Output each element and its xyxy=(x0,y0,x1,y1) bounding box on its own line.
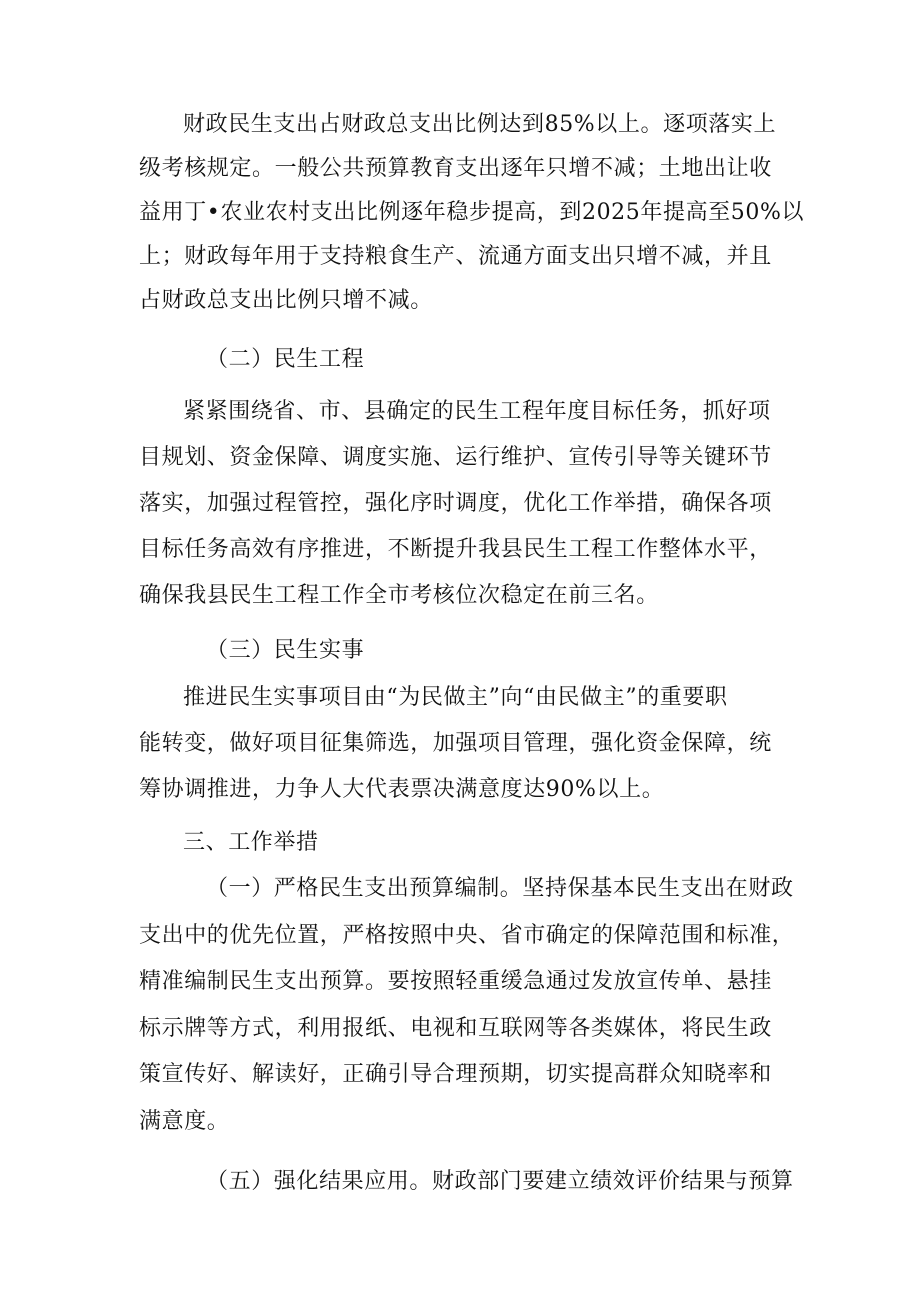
section-heading-work-measures: 三、工作举措 xyxy=(183,830,319,855)
paragraph-line: 支出中的优先位置，严格按照中央、省市确定的保障范围和标准， xyxy=(139,923,795,948)
paragraph-line: 落实，加强过程管控，强化序时调度，优化工作举措，确保各项 xyxy=(139,491,772,516)
paragraph-line: 占财政总支出比例只增不减。 xyxy=(139,288,433,313)
section-heading-livelihood-projects: （二）民生工程 xyxy=(206,347,365,372)
paragraph-line: （五）强化结果应用。财政部门要建立绩效评价结果与预算 xyxy=(206,1169,794,1194)
paragraph-line: 紧紧围绕省、市、县确定的民生工程年度目标任务，抓好项 xyxy=(183,399,771,424)
paragraph-line: 能转变，做好项目征集筛选，加强项目管理，强化资金保障，统 xyxy=(139,731,772,756)
section-heading-livelihood-affairs: （三）民生实事 xyxy=(206,638,365,663)
paragraph-line: 标示牌等方式，利用报纸、电视和互联网等各类媒体，将民生政 xyxy=(139,1016,772,1041)
paragraph-line: 推进民生实事项目由“为民做主”向“由民做主”的重要职 xyxy=(183,685,728,710)
paragraph-line: 确保我县民生工程工作全市考核位次稳定在前三名。 xyxy=(139,583,659,608)
paragraph-line: 级考核规定。一般公共预算教育支出逐年只增不减；土地出让收 xyxy=(139,156,772,181)
paragraph-line: 筹协调推进，力争人大代表票决满意度达90%以上。 xyxy=(139,777,665,802)
paragraph-line: 上；财政每年用于支持粮食生产、流通方面支出只增不减，并且 xyxy=(139,244,772,269)
paragraph-line: 精准编制民生支出预算。要按照轻重缓急通过发放宣传单、悬挂 xyxy=(139,969,772,994)
paragraph-line: 目标任务高效有序推进，不断提升我县民生工程工作整体水平， xyxy=(139,537,772,562)
paragraph-line: 财政民生支出占财政总支出比例达到85%以上。逐项落实上 xyxy=(183,112,777,137)
paragraph-line: 满意度。 xyxy=(139,1109,230,1134)
paragraph-line: 益用丁•农业农村支出比例逐年稳步提高，到2025年提高至50%以 xyxy=(139,200,805,225)
paragraph-line: 策宣传好、解读好，正确引导合理预期，切实提高群众知晓率和 xyxy=(139,1062,772,1087)
paragraph-line: 目规划、资金保障、调度实施、运行维护、宣传引导等关键环节 xyxy=(139,445,772,470)
paragraph-line: （一）严格民生支出预算编制。坚持保基本民生支出在财政 xyxy=(206,876,794,901)
